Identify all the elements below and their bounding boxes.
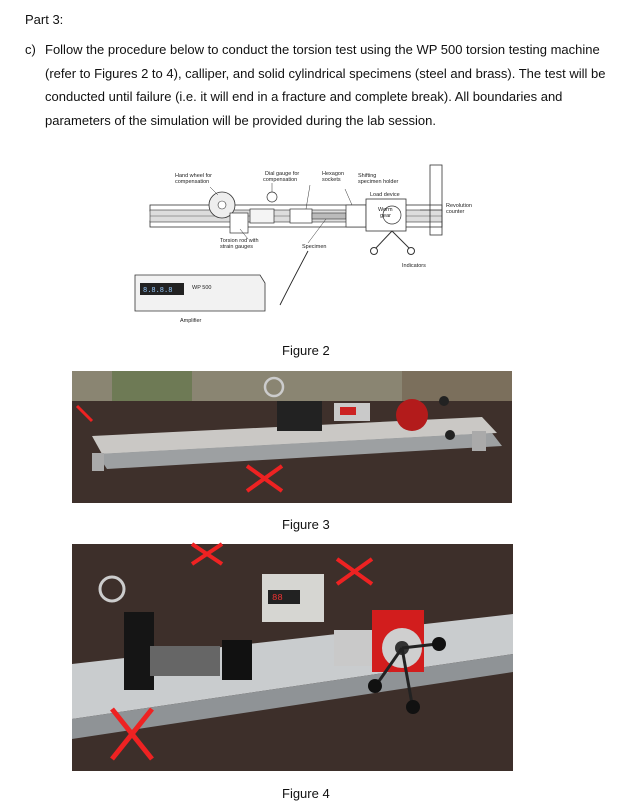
svg-text:strain gauges: strain gauges [220, 244, 254, 250]
label-indicators: Indicators [402, 263, 426, 269]
svg-text:sockets: sockets [322, 177, 341, 183]
figure-4-photo [72, 544, 513, 771]
svg-text:specimen holder: specimen holder [358, 179, 399, 185]
svg-text:88: 88 [272, 593, 283, 603]
label-revolution: Revolution [446, 203, 472, 209]
label-shifting: Shifting [358, 173, 377, 179]
label-amplifier: Amplifier [180, 318, 202, 324]
svg-text:gear: gear [380, 213, 392, 219]
svg-text:counter: counter [446, 209, 465, 215]
label-wp500: WP 500 [192, 285, 212, 291]
figure-3-photo [72, 371, 512, 503]
label-torsion-rod: Torsion rod with [220, 238, 259, 244]
part-heading: Part 3: [25, 12, 64, 27]
label-dial-gauge: Dial gauge for [265, 171, 300, 177]
svg-text:compensation: compensation [263, 177, 298, 183]
figure-3-caption: Figure 3 [282, 517, 330, 532]
label-specimen: Specimen [302, 244, 327, 250]
item-label: c) [25, 42, 36, 57]
svg-text:compensation: compensation [175, 179, 210, 185]
figure-2-diagram [130, 165, 472, 325]
figure-4-caption: Figure 4 [282, 786, 330, 801]
figure-2-caption: Figure 2 [282, 343, 330, 358]
label-hexagon: Hexagon [322, 171, 345, 177]
label-worm-gear: Worm [378, 207, 393, 213]
label-load-device: Load device [370, 192, 400, 198]
label-hand-wheel: Hand wheel for [175, 173, 212, 179]
item-text: Follow the procedure below to conduct the torsion test using the WP 500 torsion testing machine (refer to Figures 2 to 4), calliper, and solid cylindrical specimens (steel and brass). The test will be conducted until failure (i.e. it will end in a fracture and complete break). All boundaries and parameters of the simulation will be provided during the lab session. [45, 42, 606, 128]
procedure-item [25, 38, 625, 132]
svg-text:8.8.8.8: 8.8.8.8 [143, 287, 173, 295]
